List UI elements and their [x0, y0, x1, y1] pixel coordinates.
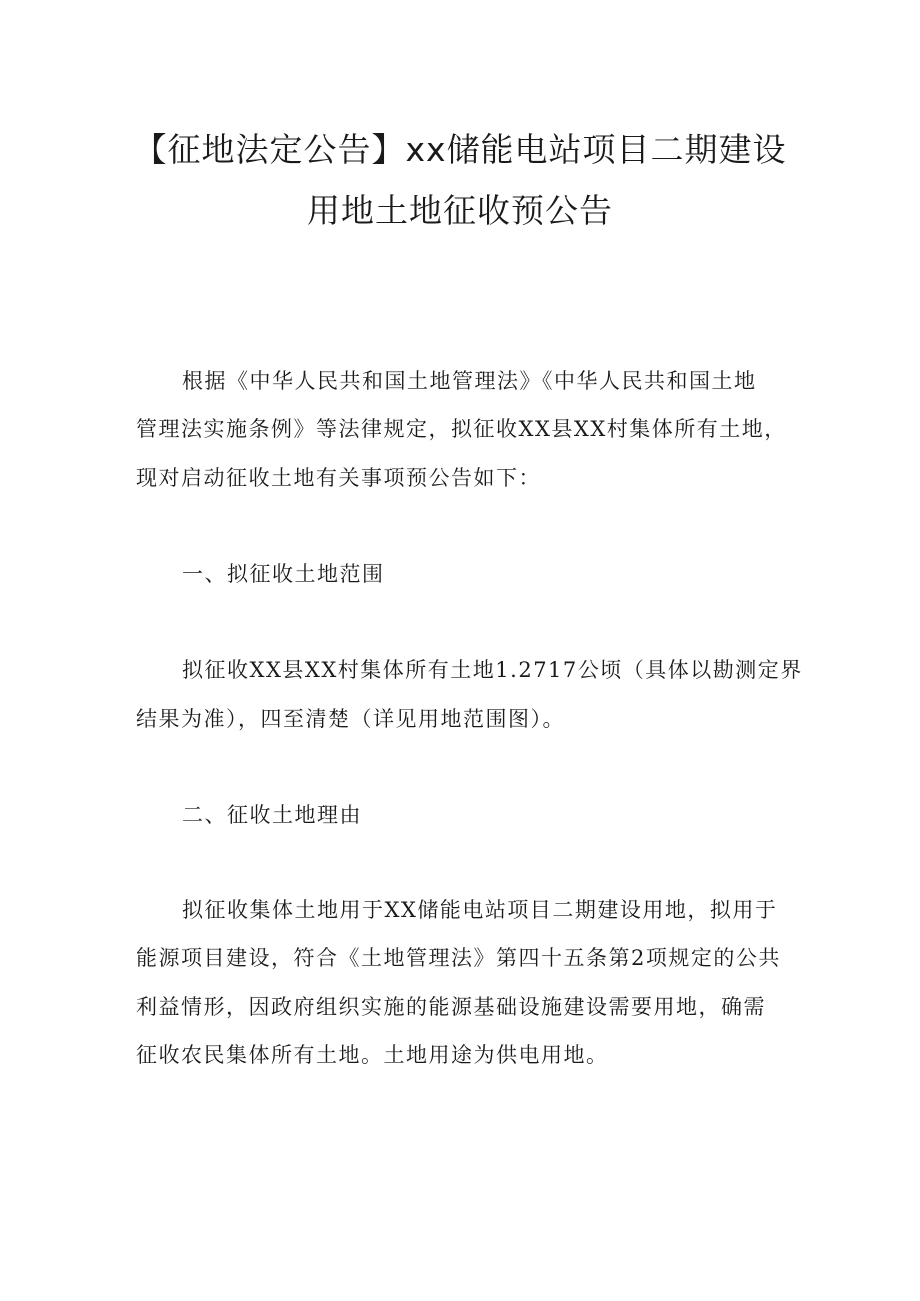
- intro-line-1: 根据《中华人民共和国土地管理法》《中华人民共和国土地: [182, 369, 757, 393]
- document-title-line-2: 用地土地征收预公告: [307, 191, 613, 230]
- section2-body-line-3: 利益情形，因政府组织实施的能源基础设施建设需要用地，确需: [136, 995, 766, 1019]
- section2-body-line-4: 征收农民集体所有土地。土地用途为供电用地。: [136, 1043, 609, 1067]
- section1-body-line-1: 拟征收XX县XX村集体所有土地1.2717公顷（具体以勘测定界: [182, 658, 803, 682]
- intro-line-3: 现对启动征收土地有关事项预公告如下：: [136, 466, 541, 490]
- section2-heading: 二、征收土地理由: [182, 803, 362, 827]
- document-title-line-1: 【征地法定公告】xx储能电站项目二期建设: [133, 130, 787, 169]
- section2-body-line-2: 能源项目建设，符合《土地管理法》第四十五条第2项规定的公共: [136, 946, 781, 970]
- section1-heading: 一、拟征收土地范围: [182, 562, 385, 586]
- section1-body-line-2: 结果为准），四至清楚（详见用地范围图）。: [136, 707, 565, 731]
- intro-line-2: 管理法实施条例》等法律规定，拟征收XX县XX村集体所有土地，: [136, 417, 787, 441]
- section2-body-line-1: 拟征收集体土地用于XX储能电站项目二期建设用地，拟用于: [182, 898, 778, 922]
